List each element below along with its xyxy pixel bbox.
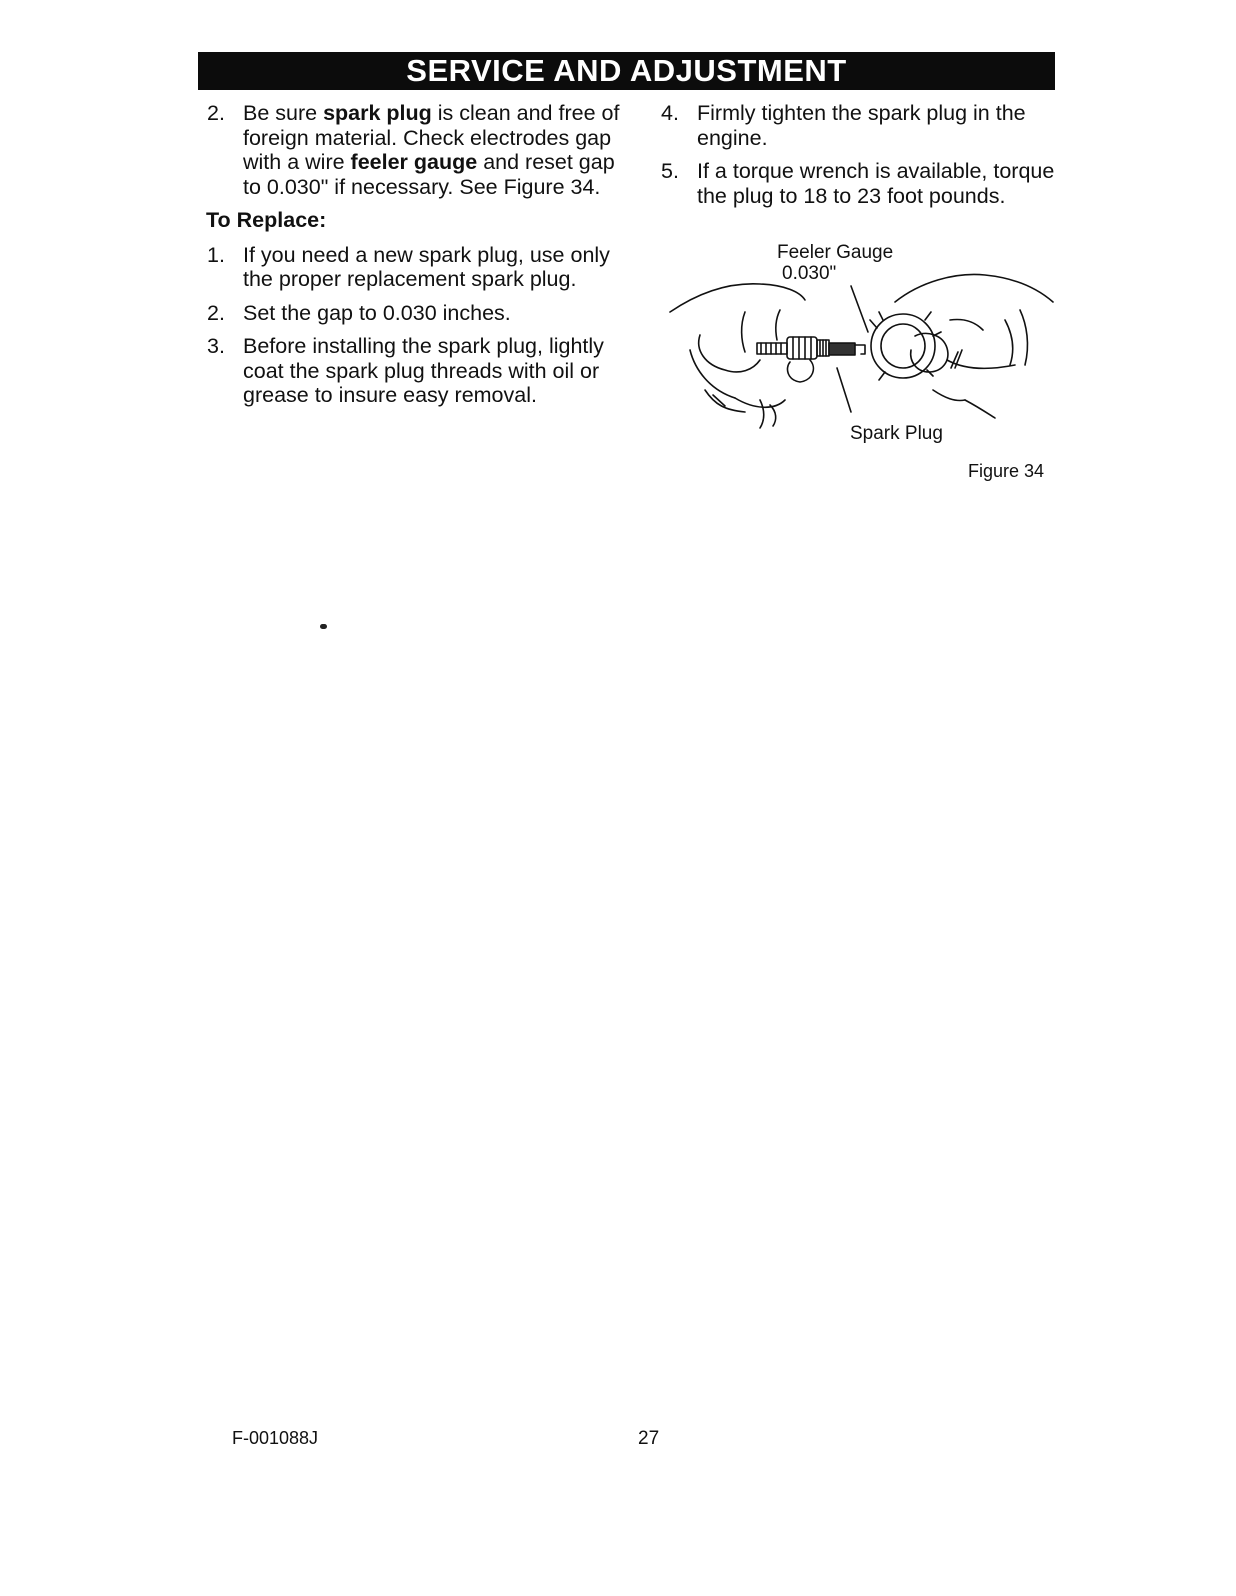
item-number: 2.: [207, 101, 225, 125]
text-run: Be sure: [243, 101, 324, 125]
left-column: [207, 101, 627, 417]
item-text: If you need a new spark plug, use only the proper replacement spark plug.: [243, 242, 610, 291]
gap-value-label: 0.030": [782, 263, 837, 284]
list-item: [207, 301, 627, 326]
list-item: [207, 243, 627, 292]
spark-plug-label: Spark Plug: [850, 423, 943, 444]
text-run: and reset gap to 0.030" if necessary. See Figure 34.: [243, 150, 615, 199]
page-number: 27: [638, 1428, 660, 1449]
document-code: F-001088J: [232, 1428, 319, 1448]
section-title: SERVICE AND ADJUSTMENT: [406, 53, 847, 88]
spark-plug-gauge-illustration: [665, 240, 1060, 490]
text-run: is clean and free of foreign material. Check electrodes gap with a wire: [243, 101, 620, 174]
figure-caption: Figure 34: [968, 461, 1045, 481]
feeler-gauge-label: Feeler Gauge: [777, 242, 894, 263]
item-text: [243, 101, 627, 199]
item-number: 5.: [661, 159, 679, 183]
item-number: 3.: [207, 334, 225, 358]
item-number: 4.: [661, 101, 679, 125]
section-header: [198, 52, 1055, 90]
list-item: [207, 334, 627, 408]
subheading: To Replace:: [206, 208, 327, 232]
item-number: 1.: [207, 242, 225, 267]
bold-term: spark plug: [323, 101, 432, 125]
item-text: Set the gap to 0.030 inches.: [243, 300, 511, 325]
scan-speck: [320, 624, 327, 629]
item-text: Firmly tighten the spark plug in the engine.: [697, 101, 1026, 150]
list-item: [207, 101, 627, 199]
right-column: [661, 101, 1061, 217]
list-item: [661, 159, 1061, 208]
list-item: [661, 101, 1061, 150]
item-text: Before installing the spark plug, lightly coat the spark plug threads with oil or grease to insure easy removal.: [243, 334, 604, 407]
item-text: If a torque wrench is available, torque the plug to 18 to 23 foot pounds.: [697, 159, 1055, 208]
item-number: 2.: [207, 300, 225, 325]
figure-34: [665, 240, 1060, 490]
bold-term: feeler gauge: [350, 150, 478, 174]
